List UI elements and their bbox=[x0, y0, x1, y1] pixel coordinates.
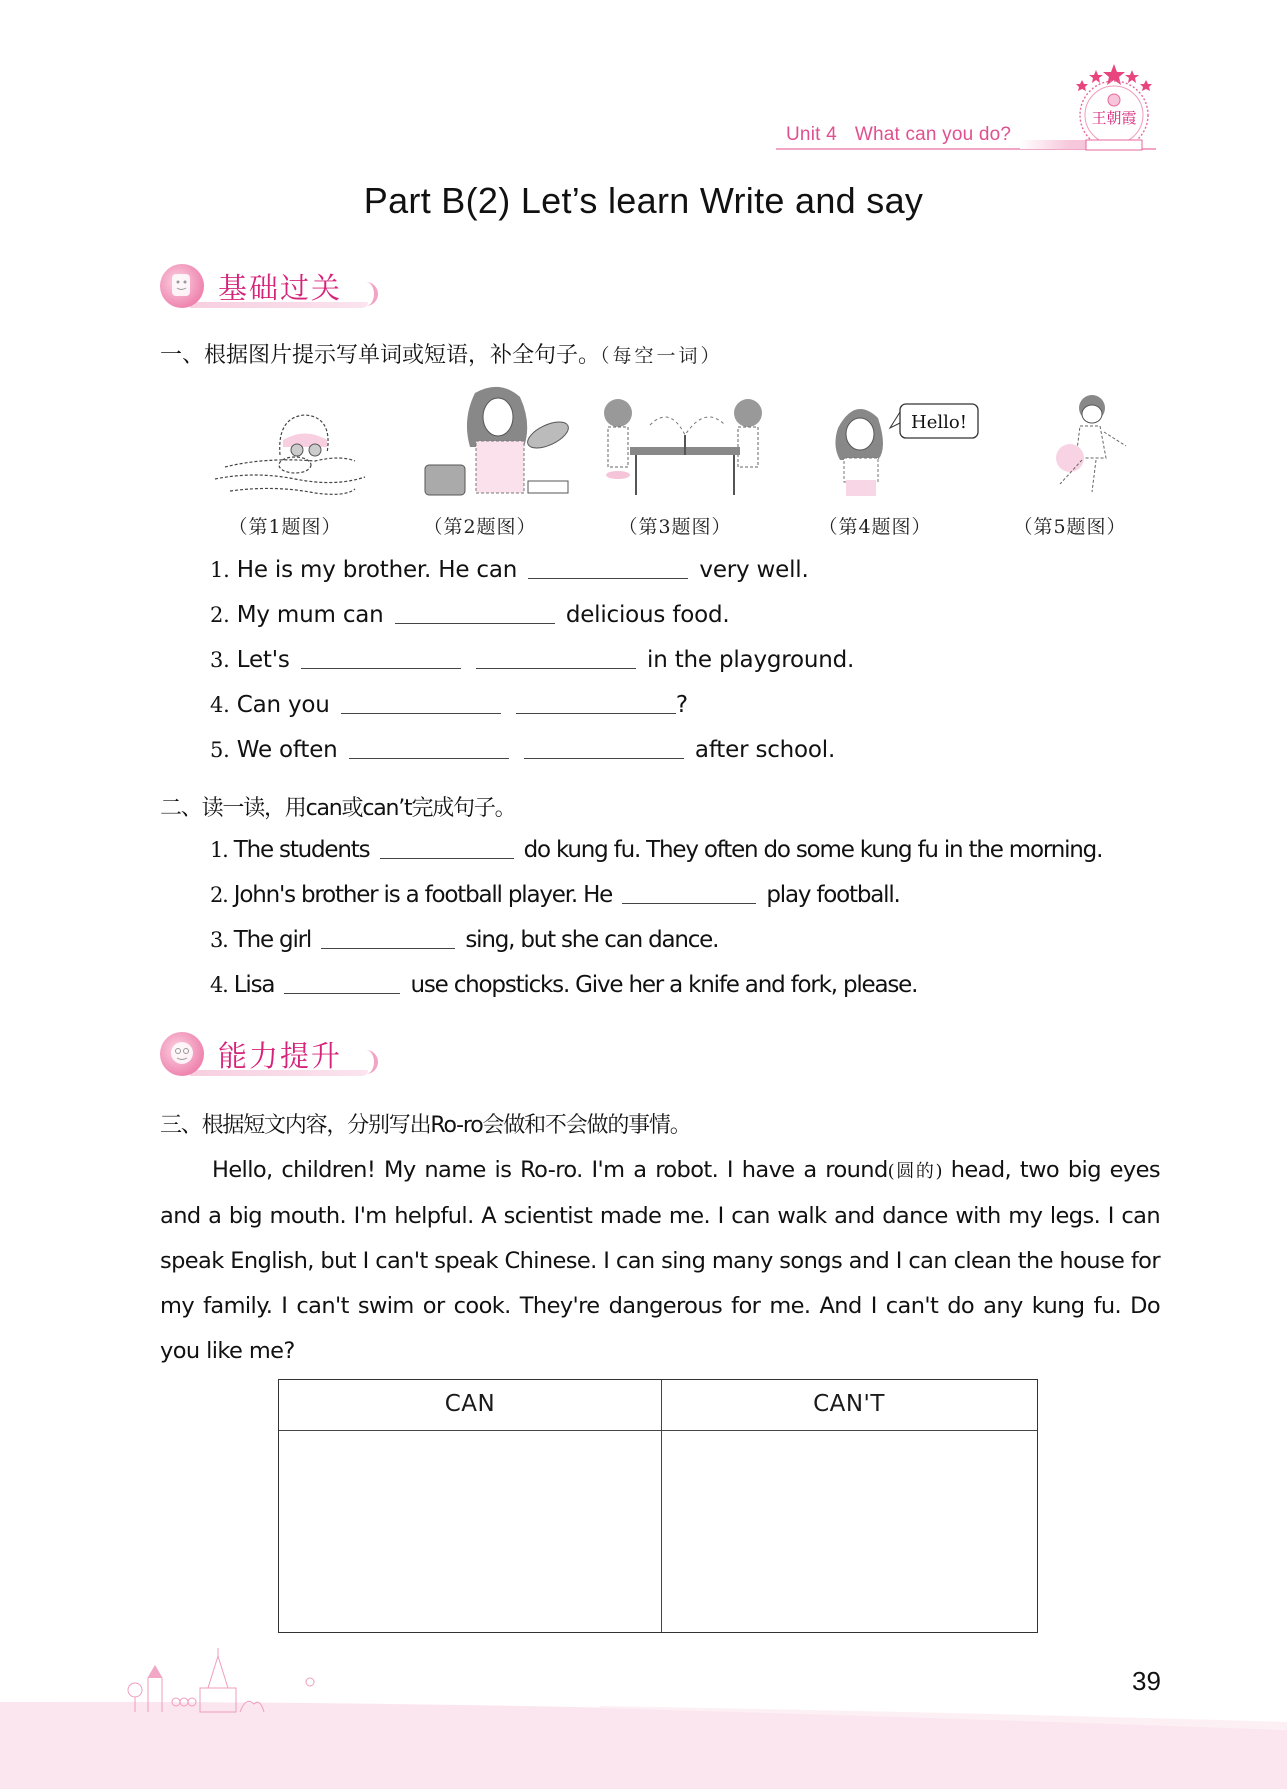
q3-heading: 三、根据短文内容，分别写出Ro-ro会做和不会做的事情。 bbox=[160, 1113, 691, 1138]
cartoon-character-icon bbox=[160, 264, 204, 308]
answer-blank[interactable] bbox=[395, 601, 555, 624]
answer-blank[interactable] bbox=[284, 971, 400, 994]
section-banner-advanced bbox=[160, 1030, 390, 1080]
q2-item-2: 2. John's brother is a football player. He play football. bbox=[210, 882, 900, 908]
answer-blank[interactable] bbox=[622, 881, 756, 904]
unit-number: Unit 4 bbox=[786, 124, 837, 145]
mum-cooking-icon bbox=[420, 383, 590, 493]
q1-item-1: 1. He is my brother. He can very well. bbox=[210, 557, 809, 583]
banner-curl bbox=[364, 1050, 378, 1074]
q2-item-4: 4. Lisa use chopsticks. Give her a knife and fork, please. bbox=[210, 972, 918, 998]
cartoon-grandpa-icon bbox=[160, 1032, 204, 1076]
table-column-divider bbox=[661, 1380, 662, 1632]
banner-curl bbox=[364, 282, 378, 306]
section-label-basic: 基础过关 bbox=[218, 271, 343, 305]
castle-doodle-icon bbox=[120, 1648, 320, 1714]
q2-item-3: 3. The girl sing, but she can dance. bbox=[210, 927, 719, 953]
reading-passage: Hello, children! My name is Ro-ro. I'm a robot. I have a round(圆的) head, two big eyes and a big mouth. I'm helpful. A scientist made me. I can walk and dance with my legs. I can speak English, but I can't speak Chinese. I can sing many songs and I can clean the house for my family. I can't swim or cook. They're dangerous for me. And I can't do any kung fu. Do you like me? bbox=[160, 1157, 1160, 1364]
table-header-cant: CAN'T bbox=[813, 1391, 885, 1417]
ping-pong-icon bbox=[600, 395, 770, 505]
can-cant-table bbox=[278, 1379, 1038, 1633]
publisher-logo-icon bbox=[1072, 60, 1157, 155]
answer-blank[interactable] bbox=[528, 556, 688, 579]
answer-blank[interactable] bbox=[301, 646, 461, 669]
page-title: Part B(2) Let’s learn Write and say bbox=[363, 180, 924, 221]
q1-item-4: 4. Can you ? bbox=[210, 692, 688, 718]
picture-caption-1: （第1题图） bbox=[228, 516, 342, 538]
answer-blank[interactable] bbox=[516, 691, 676, 714]
picture-caption-2: （第2题图） bbox=[423, 516, 537, 538]
q1-item-3: 3. Let's in the playground. bbox=[210, 647, 855, 673]
q1-note: （每空一词） bbox=[600, 345, 723, 367]
q1-item-5: 5. We often after school. bbox=[210, 737, 836, 763]
section-label-advanced: 能力提升 bbox=[218, 1039, 343, 1073]
picture-caption-4: （第4题图） bbox=[818, 516, 932, 538]
answer-blank[interactable] bbox=[341, 691, 501, 714]
answer-blank[interactable] bbox=[380, 836, 514, 859]
picture-caption-3: （第3题图） bbox=[618, 516, 732, 538]
q1-heading: 一、根据图片提示写单词或短语，补全句子。（每空一词） bbox=[160, 343, 723, 368]
answer-blank[interactable] bbox=[321, 926, 455, 949]
svg-text:王朝霞: 王朝霞 bbox=[1091, 109, 1137, 127]
q2-item-1: 1. The students do kung fu. They often do some kung fu in the morning. bbox=[210, 837, 1103, 863]
cant-answer-cell[interactable] bbox=[663, 1431, 1035, 1631]
answer-blank[interactable] bbox=[476, 646, 636, 669]
page-number: 39 bbox=[1132, 1666, 1161, 1696]
q2-heading: 二、读一读，用can或can’t完成句子。 bbox=[160, 796, 516, 821]
answer-blank[interactable] bbox=[524, 736, 684, 759]
picture-caption-5: （第5题图） bbox=[1013, 516, 1127, 538]
unit-title: What can you do? bbox=[854, 124, 1012, 145]
answer-blank[interactable] bbox=[349, 736, 509, 759]
swimming-boy-icon bbox=[205, 395, 375, 505]
unit-header bbox=[786, 124, 1011, 146]
can-answer-cell[interactable] bbox=[279, 1431, 659, 1631]
passage-gloss: (圆的) bbox=[887, 1161, 942, 1182]
table-header-can: CAN bbox=[444, 1391, 496, 1417]
svg-text:Hello!: Hello! bbox=[911, 412, 967, 433]
q1-item-2: 2. My mum can delicious food. bbox=[210, 602, 730, 628]
girl-speaking-hello-icon bbox=[830, 398, 1000, 508]
boy-basketball-icon bbox=[1030, 392, 1200, 502]
section-banner-basic bbox=[160, 262, 390, 312]
